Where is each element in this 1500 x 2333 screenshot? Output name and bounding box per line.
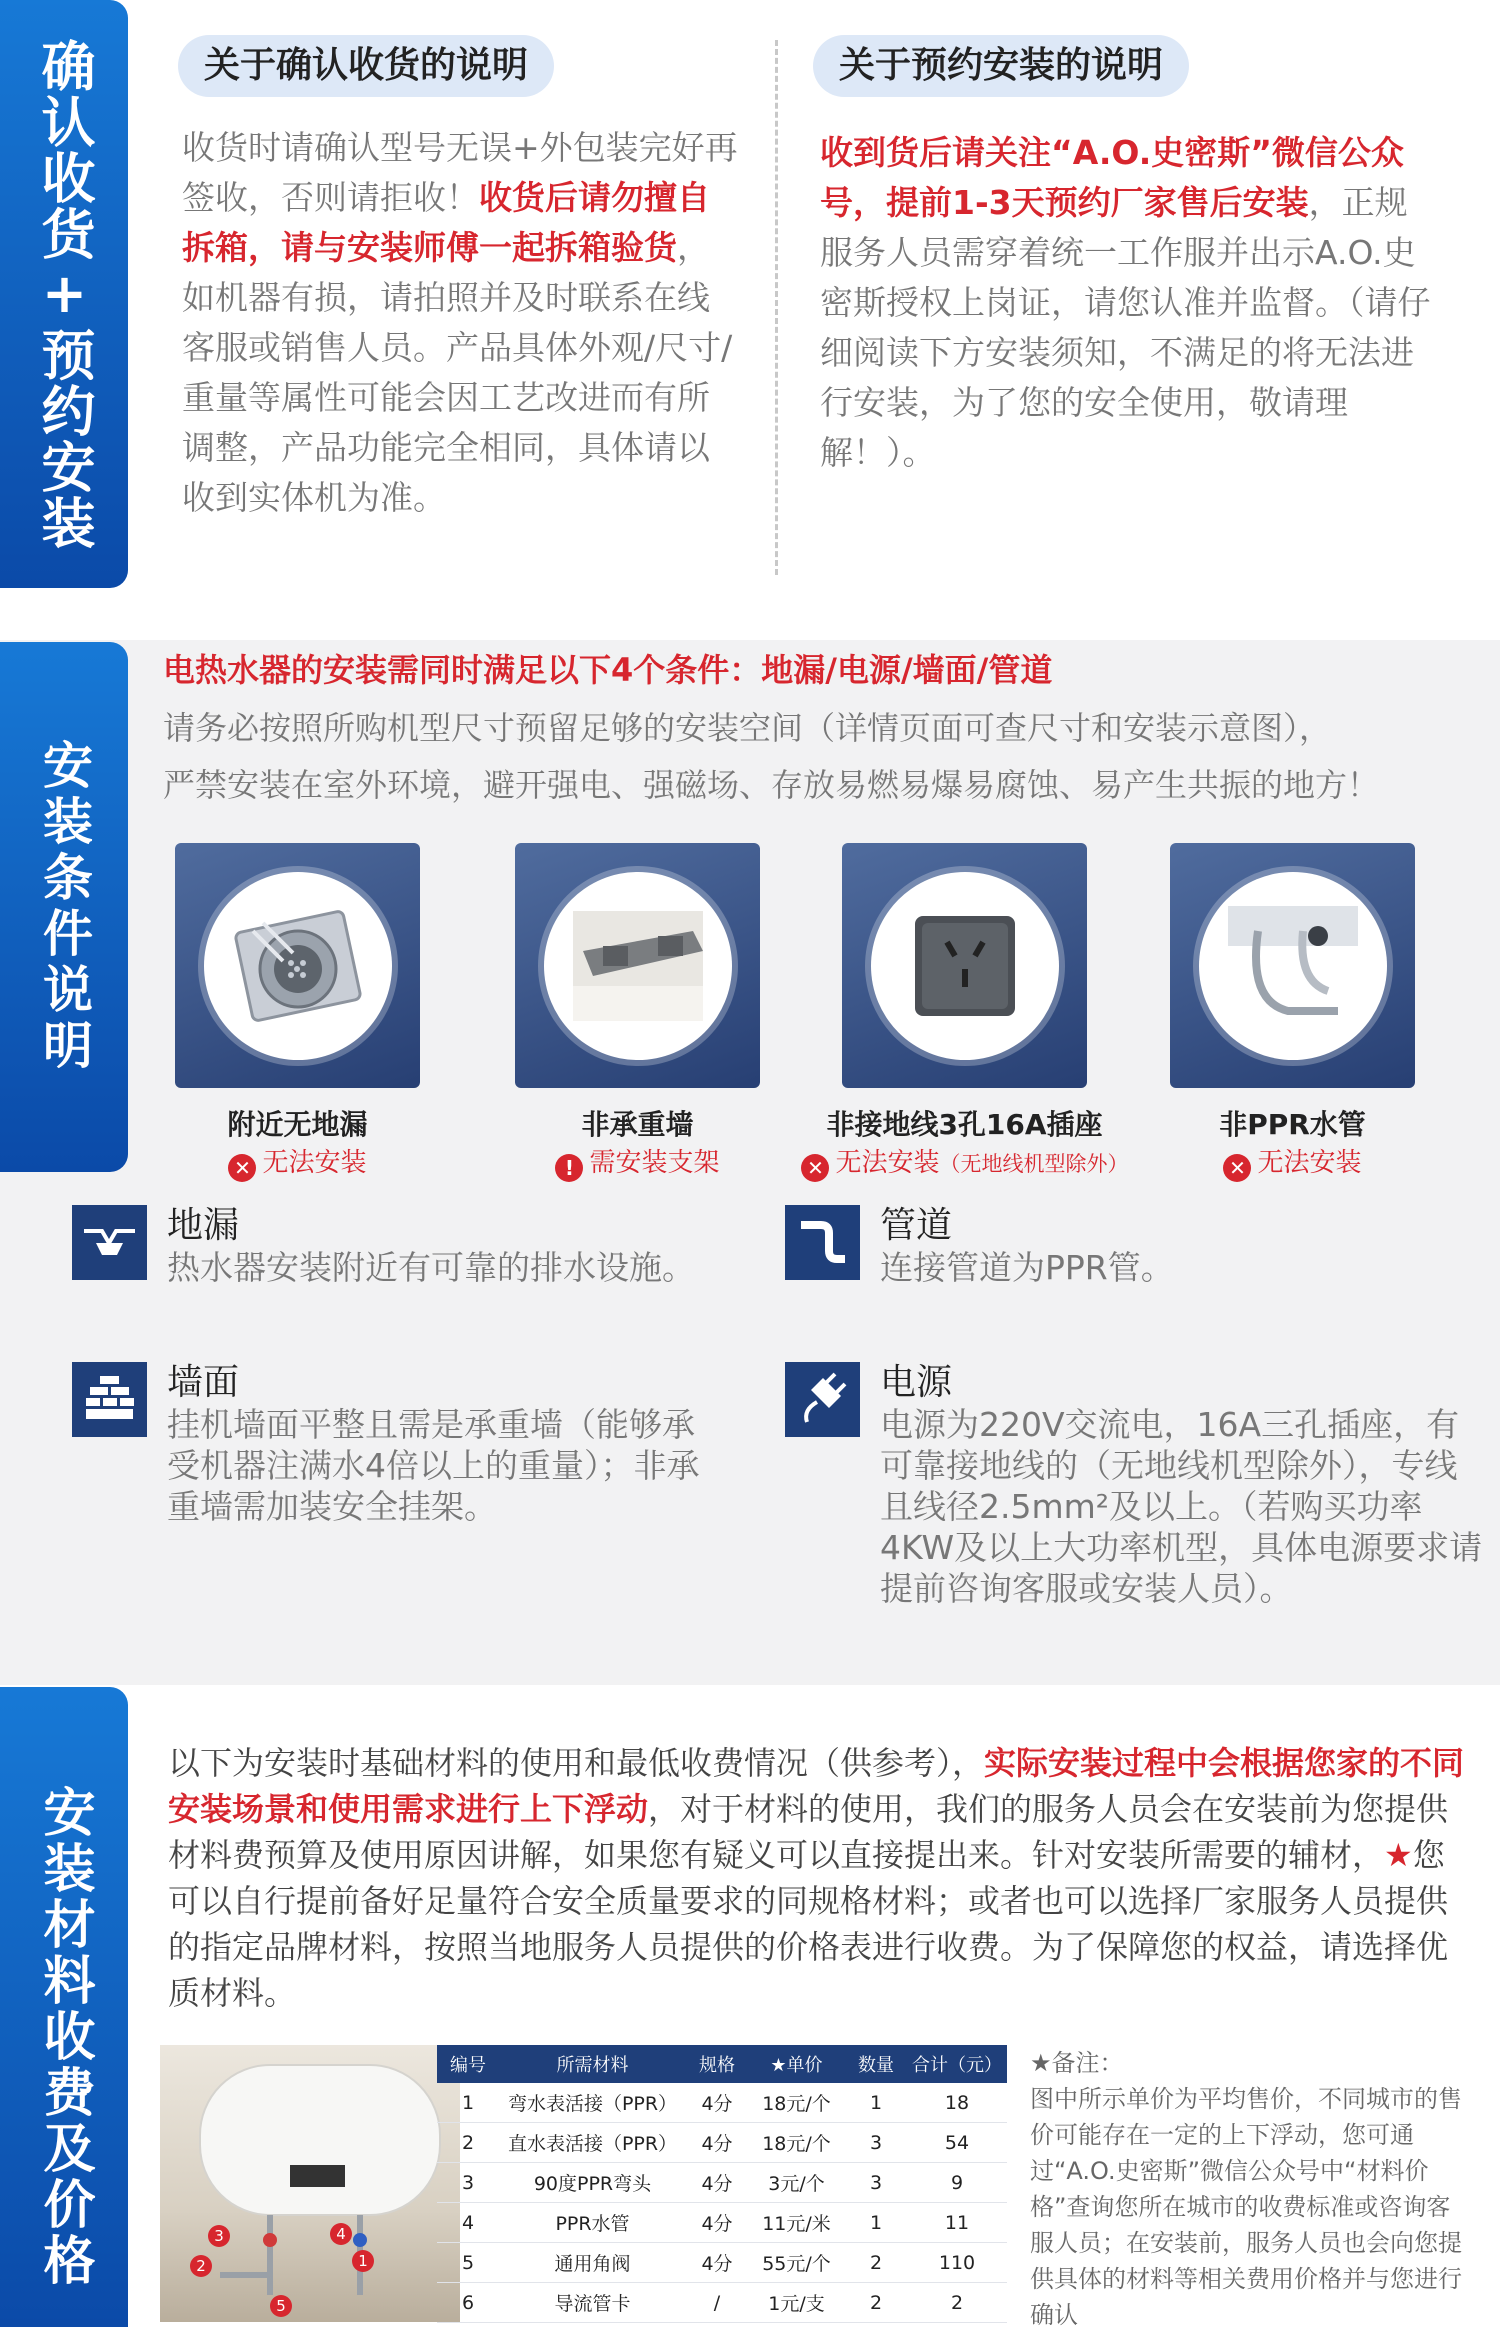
- table-cell: 18元/个: [748, 2083, 845, 2123]
- water-heater-illustration: [160, 2045, 460, 2322]
- table-cell: 90度PPR弯头: [499, 2163, 686, 2203]
- booking-description: [820, 128, 1440, 478]
- install-conditions-tab-label: 安装条件说明: [35, 739, 93, 1075]
- card-socket-status: ✕ 无法安装（无地线机型除外）: [790, 1142, 1140, 1182]
- power-socket-icon: [890, 891, 1040, 1041]
- card-ppr-pipe-label: 非PPR水管: [1219, 1108, 1366, 1141]
- conditions-line-2: 严禁安装在室外环境，避开强电、强磁场、存放易燃易爆易腐蚀、易产生共振的地方！: [163, 766, 1380, 804]
- table-cell: 4分: [686, 2083, 748, 2123]
- card-socket: [842, 843, 1087, 1088]
- table-row: [437, 2163, 1007, 2203]
- price-note: [1030, 2045, 1465, 2333]
- table-cell: 1: [437, 2083, 499, 2123]
- wall-icon: [82, 1372, 137, 1427]
- table-cell: 3: [437, 2163, 499, 2203]
- table-cell: 11元/米: [748, 2203, 845, 2243]
- table-cell: 2: [437, 2123, 499, 2163]
- req-pipe-desc: 连接管道为PPR管。: [880, 1248, 1174, 1287]
- col-header: 规格: [686, 2045, 748, 2083]
- table-cell: 导流管卡: [499, 2283, 686, 2323]
- card-floor-drain-status: ✕ 无法安装: [175, 1142, 420, 1182]
- table-cell: 1: [845, 2083, 907, 2123]
- section-divider: [775, 40, 778, 575]
- table-cell: 2: [845, 2243, 907, 2283]
- table-cell: 4分: [686, 2243, 748, 2283]
- booking-title: 关于预约安装的说明: [813, 35, 1189, 97]
- wall-bracket-icon: [563, 891, 713, 1041]
- receipt-text-1: 收货时请确认型号无误+外包装完好再签收，否则请拒收！: [182, 128, 738, 217]
- table-cell: 3元/个: [748, 2163, 845, 2203]
- table-cell: 1元/支: [748, 2283, 845, 2323]
- card-ppr-pipe-status: ✕ 无法安装: [1170, 1142, 1415, 1182]
- table-cell: PPR水管: [499, 2203, 686, 2243]
- receipt-description: [182, 123, 742, 523]
- note-text: 图中所示单价为平均售价，不同城市的售价可能存在一定的上下浮动，您可通过“A.O.史密斯”微信公众号中“材料价格”查询您所在城市的收费标准或咨询客服人员；在安装前，服务人员也会向您提供具体的材料等相关费用价格并与您进行确认: [1030, 2085, 1462, 2329]
- table-cell: 18: [907, 2083, 1007, 2123]
- table-cell: 弯水表活接（PPR）: [499, 2083, 686, 2123]
- plug-icon: [795, 1372, 850, 1427]
- note-title: ★备注：: [1030, 2049, 1124, 2077]
- card-floor-drain-label: 附近无地漏: [227, 1108, 368, 1141]
- req-wall-title: 墙面: [167, 1362, 240, 1403]
- table-cell: 4分: [686, 2163, 748, 2203]
- table-cell: 54: [907, 2123, 1007, 2163]
- conditions-title: 电热水器的安装需同时满足以下4个条件：地漏/电源/墙面/管道: [163, 651, 1053, 689]
- req-floor-drain-desc: 热水器安装附近有可靠的排水设施。: [167, 1248, 695, 1287]
- table-row: [437, 2203, 1007, 2243]
- table-cell: 55元/个: [748, 2243, 845, 2283]
- col-header: 所需材料: [499, 2045, 686, 2083]
- table-cell: 18元/个: [748, 2123, 845, 2163]
- card-socket-label: 非接地线3孔16A插座: [826, 1108, 1103, 1141]
- cross-icon: ✕: [1223, 1154, 1251, 1182]
- table-cell: 4分: [686, 2203, 748, 2243]
- col-header: 数量: [845, 2045, 907, 2083]
- water-heater-photo: [160, 2045, 460, 2322]
- pipe-icon: [795, 1215, 850, 1270]
- card-floor-drain: [175, 843, 420, 1088]
- booking-warning: 收到货后请关注“A.O.史密斯”微信公众号，提前1-3天预约厂家售后安装: [820, 133, 1404, 222]
- table-cell: 5: [437, 2243, 499, 2283]
- table-cell: 6: [437, 2283, 499, 2323]
- table-row: [437, 2083, 1007, 2123]
- marker-4: 4: [330, 2223, 352, 2245]
- col-header: 编号: [437, 2045, 499, 2083]
- material-fees-tab-label: 安装材料收费及价格: [34, 1785, 94, 2289]
- table-row: [437, 2243, 1007, 2283]
- material-warning: 实际安装过程中会根据您家的不同安装场景和使用需求进行上下浮动: [168, 1744, 1465, 1828]
- receipt-booking-tab-label: 确认收货+预约安装: [33, 37, 96, 551]
- table-row: [437, 2123, 1007, 2163]
- receipt-title: 关于确认收货的说明: [178, 35, 554, 97]
- marker-1: 1: [352, 2250, 374, 2272]
- col-header: ★单价: [748, 2045, 845, 2083]
- floor-drain-icon: [223, 891, 373, 1041]
- card-load-wall-label: 非承重墙: [581, 1108, 694, 1141]
- table-header-row: [437, 2045, 1007, 2083]
- req-wall-desc: 挂机墙面平整且需是承重墙（能够承受机器注满水4倍以上的重量）；非承重墙需加装安全挂架。: [167, 1405, 700, 1526]
- conditions-line-1: 请务必按照所购机型尺寸预留足够的安装空间（详情页面可查尺寸和安装示意图），: [163, 709, 1332, 747]
- cross-icon: ✕: [228, 1154, 256, 1182]
- card-ppr-pipe: [1170, 843, 1415, 1088]
- drain-icon: [82, 1223, 137, 1263]
- marker-2: 2: [190, 2255, 212, 2277]
- table-cell: 2: [907, 2283, 1007, 2323]
- material-fees-tab: [0, 1687, 128, 2327]
- table-cell: 1: [845, 2203, 907, 2243]
- req-floor-drain-title: 地漏: [167, 1205, 240, 1246]
- materials-table: [437, 2045, 1007, 2323]
- col-header: 合计（元）: [907, 2045, 1007, 2083]
- req-power-title: 电源: [880, 1362, 953, 1403]
- receipt-booking-tab: [0, 0, 128, 588]
- table-cell: 3: [845, 2163, 907, 2203]
- marker-5: 5: [270, 2295, 292, 2317]
- receipt-warning: 收货后请勿擅自拆箱，请与安装师傅一起拆箱验货: [182, 178, 710, 267]
- table-cell: 9: [907, 2163, 1007, 2203]
- water-pipe-icon: [1218, 891, 1368, 1041]
- exclamation-icon: !: [555, 1154, 583, 1182]
- materials-table-body: [437, 2083, 1007, 2323]
- table-cell: 11: [907, 2203, 1007, 2243]
- table-cell: 4分: [686, 2123, 748, 2163]
- cross-icon: ✕: [801, 1154, 829, 1182]
- table-cell: 110: [907, 2243, 1007, 2283]
- marker-3: 3: [208, 2225, 230, 2247]
- card-load-wall: [515, 843, 760, 1088]
- booking-text: ，正规服务人员需穿着统一工作服并出示A.O.史密斯授权上岗证，请您认准并监督。（请仔细阅读下方安装须知，不满足的将无法进行安装，为了您的安全使用，敬请理解！）。: [820, 183, 1431, 472]
- req-pipe-title: 管道: [880, 1205, 953, 1246]
- table-cell: 直水表活接（PPR）: [499, 2123, 686, 2163]
- table-row: [437, 2283, 1007, 2323]
- receipt-text-2: ，如机器有损，请拍照并及时联系在线客服或销售人员。产品具体外观/尺寸/重量等属性可能会因工艺改进而有所调整，产品功能完全相同，具体请以收到实体机为准。: [182, 228, 733, 517]
- card-load-wall-status: ! 需安装支架: [515, 1142, 760, 1182]
- table-cell: 4: [437, 2203, 499, 2243]
- req-power-desc: 电源为220V交流电，16A三孔插座，有可靠接地线的（无地线机型除外），专线且线径2.5mm²及以上。（若购买功率4KW及以上大功率机型，具体电源要求请提前咨询客服或安装人员）。: [880, 1405, 1483, 1608]
- table-cell: 通用角阀: [499, 2243, 686, 2283]
- table-cell: /: [686, 2283, 748, 2323]
- install-conditions-tab: [0, 642, 128, 1172]
- table-cell: 2: [845, 2283, 907, 2323]
- material-intro: 以下为安装时基础材料的使用和最低收费情况（供参考），实际安装过程中会根据您家的不同安装场景和使用需求进行上下浮动，对于材料的使用，我们的服务人员会在安装前为您提供材料费预算及使用原因讲解，如果您有疑义可以直接提出来。针对安装所需要的辅材，★您可以自行提前备好足量符合安全质量要求的同规格材料；或者也可以选择厂家服务人员提供的指定品牌材料，按照当地服务人员提供的价格表进行收费。为了保障您的权益，请选择优质材料。: [168, 1744, 1465, 2012]
- star-icon: ★: [1384, 1836, 1413, 1874]
- table-cell: 3: [845, 2123, 907, 2163]
